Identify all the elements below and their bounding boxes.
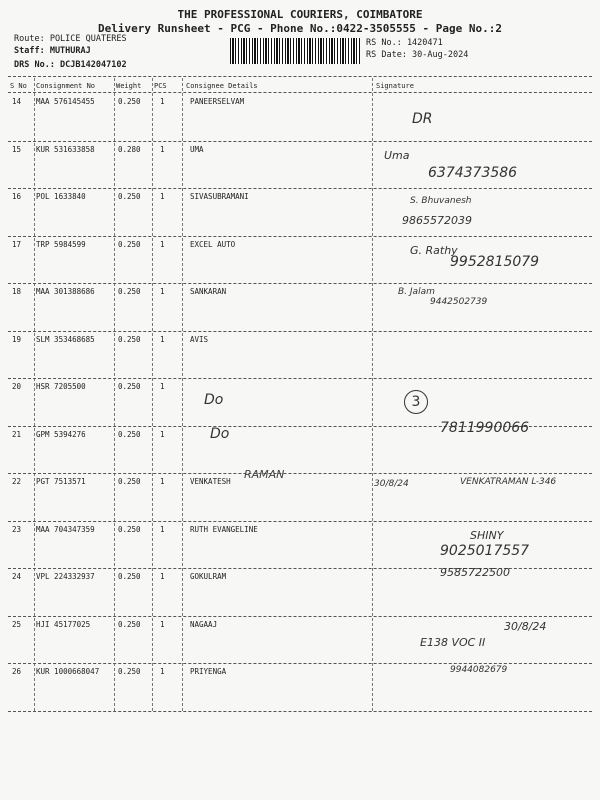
column-header-consignee: Consignee Details [186, 82, 258, 90]
column-header-pcs: PCS [154, 82, 167, 90]
signature-text: B. Jalam [398, 287, 435, 297]
drs-number: DRS No.: DCJB142047102 [14, 60, 127, 70]
barcode [230, 38, 360, 64]
row-consignment: SLM 353468685 [36, 334, 95, 344]
row-divider [8, 141, 592, 142]
row-weight: 0.250 [118, 239, 141, 249]
row-sno: 19 [12, 334, 22, 344]
row-consignment: VPL 224332937 [36, 572, 95, 581]
row-consignment: PGT 7513571 [36, 477, 86, 486]
row-sno: 14 [12, 97, 22, 106]
row-pcs: 1 [160, 524, 165, 534]
row-sno: 15 [12, 144, 22, 154]
signature-text: 9585722500 [440, 566, 510, 579]
annotation-raman: RAMAN [244, 468, 285, 481]
column-header-signature: Signature [376, 82, 414, 90]
row-consignee: UMA [190, 144, 204, 154]
signature-text: E138 VOC II [420, 635, 486, 649]
signature-text: SHINY [470, 528, 504, 542]
row-consignee: NAGAAJ [190, 619, 218, 629]
row-sno: 25 [12, 619, 22, 629]
rs-date: RS Date: 30-Aug-2024 [366, 50, 469, 60]
signature-text: 9025017557 [440, 542, 530, 559]
row-divider [8, 711, 592, 712]
row-divider [8, 331, 592, 332]
column-header-weight: Weight [116, 82, 142, 90]
signature-text: 9952815079 [450, 253, 540, 270]
row-pcs: 1 [160, 97, 165, 106]
rs-number: RS No.: 1420471 [366, 38, 443, 48]
row-consignment: MAA 301388686 [36, 287, 95, 296]
row-consignee: PRIYENGA [190, 667, 227, 676]
signature-text: Uma [384, 148, 410, 162]
signature-text: 9865572039 [402, 214, 472, 227]
divider [8, 92, 592, 93]
column-header-consignment: Consignment No [36, 82, 96, 90]
signature-text: 9944082679 [450, 665, 508, 675]
row-pcs: 1 [160, 667, 165, 676]
row-consignee: SIVASUBRAMANI [190, 192, 249, 201]
row-pcs: 1 [160, 239, 165, 249]
company-name: THE PROFESSIONAL COURIERS, COIMBATORE [177, 8, 423, 21]
row-sno: 22 [12, 477, 22, 486]
row-consignee: RUTH EVANGELINE [190, 524, 258, 534]
row-pcs: 1 [160, 192, 165, 201]
row-pcs: 1 [160, 382, 165, 391]
row-divider [8, 283, 592, 284]
row-divider [8, 521, 592, 522]
row-divider [8, 616, 592, 617]
row-divider [8, 236, 592, 237]
row-sno: 26 [12, 667, 22, 676]
row-pcs: 1 [160, 287, 165, 296]
signature-text: 9442502739 [430, 297, 488, 307]
row-pcs: 1 [160, 144, 165, 154]
row-pcs: 1 [160, 477, 165, 486]
row-pcs: 1 [160, 429, 165, 439]
row-sno: 17 [12, 239, 22, 249]
route-label: Route: POLICE QUATERES [14, 34, 127, 44]
row-divider [8, 473, 592, 474]
signature-text: Do [204, 392, 224, 408]
row-consignee: AVIS [190, 334, 209, 344]
signature-text: G. Rathy [410, 243, 458, 257]
signature-text: DR [412, 111, 433, 127]
row-consignment: POL 1633840 [36, 192, 86, 201]
row-consignment: MAA 576145455 [36, 97, 95, 106]
row-divider [8, 663, 592, 664]
row-weight: 0.250 [118, 572, 141, 581]
row-consignment: TRP 5984599 [36, 239, 86, 249]
row-consignee: GOKULRAM [190, 572, 227, 581]
row-divider [8, 188, 592, 189]
signature-text: 30/8/24 [374, 479, 409, 489]
row-consignment: KUR 531633858 [36, 144, 95, 154]
divider [8, 76, 592, 77]
row-sno: 24 [12, 572, 22, 581]
runsheet-subtitle: Delivery Runsheet - PCG - Phone No.:0422-3505555 - Page No.:2 [98, 22, 502, 35]
row-sno: 21 [12, 429, 22, 439]
row-sno: 23 [12, 524, 22, 534]
staff-label: Staff: MUTHURAJ [14, 46, 91, 56]
row-weight: 0.250 [118, 192, 141, 201]
row-weight: 0.250 [118, 334, 141, 344]
circled-number: 3 [404, 390, 428, 414]
row-weight: 0.250 [118, 382, 141, 391]
row-consignee: VENKATESH [190, 477, 231, 486]
row-weight: 0.250 [118, 97, 141, 106]
row-consignment: HJI 45177025 [36, 619, 91, 629]
signature-text: 30/8/24 [504, 619, 547, 633]
row-weight: 0.250 [118, 524, 141, 534]
row-weight: 0.250 [118, 619, 141, 629]
row-pcs: 1 [160, 572, 165, 581]
row-pcs: 1 [160, 619, 165, 629]
row-weight: 0.280 [118, 144, 141, 154]
row-sno: 16 [12, 192, 22, 201]
signature-text: 7811990066 [440, 419, 530, 436]
row-consignment: KUR 1000668047 [36, 667, 100, 676]
signature-text: S. Bhuvanesh [410, 196, 472, 206]
signature-text: Do [210, 425, 230, 442]
signature-text: 6374373586 [428, 164, 518, 181]
row-consignee: SANKARAN [190, 287, 227, 296]
row-weight: 0.250 [118, 667, 141, 676]
column-header-sno: S No [10, 82, 27, 90]
row-pcs: 1 [160, 334, 165, 344]
row-sno: 18 [12, 287, 22, 296]
row-consignment: HSR 7205500 [36, 382, 86, 391]
row-consignment: MAA 704347359 [36, 524, 95, 534]
row-consignment: GPM 5394276 [36, 429, 86, 439]
row-divider [8, 378, 592, 379]
row-consignee: EXCEL AUTO [190, 239, 236, 249]
row-weight: 0.250 [118, 429, 141, 439]
row-weight: 0.250 [118, 287, 141, 296]
row-sno: 20 [12, 382, 22, 391]
row-consignee: PANEERSELVAM [190, 97, 245, 106]
signature-text: VENKATRAMAN L-346 [460, 477, 557, 487]
row-weight: 0.250 [118, 477, 141, 486]
